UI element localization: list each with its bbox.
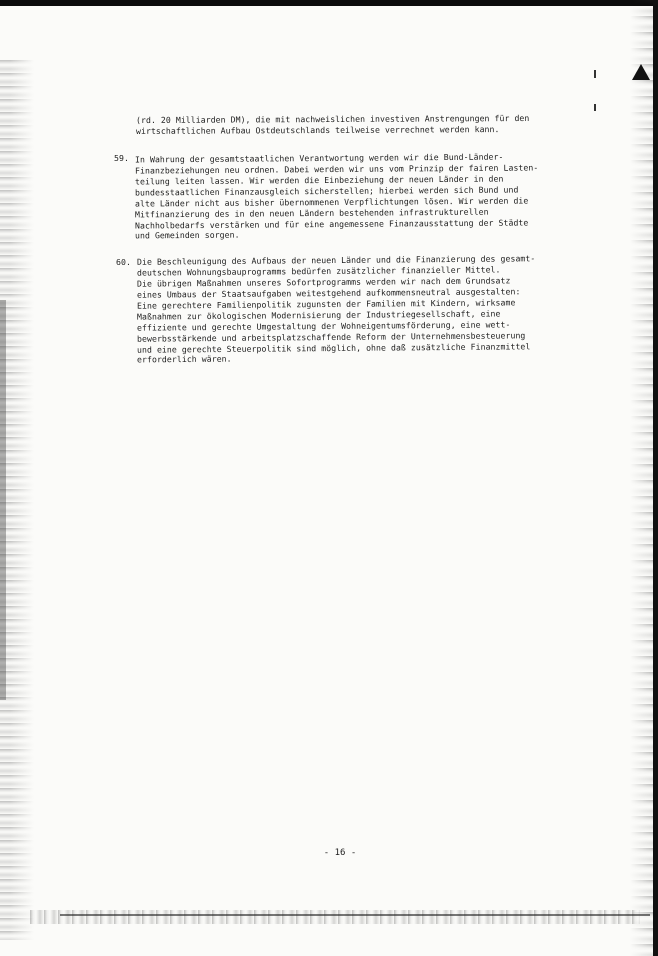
- text-line: alte Länder nicht aus bisher übernommenen Verpflichtungen lösen. Wir werden die: [134, 195, 529, 209]
- text-line: und eine gerechte Steuerpolitik sind möglich, ohne daß zusätzliche Finanzmittel: [136, 341, 531, 355]
- text-line: Die übrigen Maßnahmen unseres Sofortprogramms werden wir nach dem Grundsatz: [136, 275, 511, 289]
- text-line: Maßnahmen zur ökologischen Modernisierung der Industriegesellschaft, eine: [136, 308, 501, 322]
- text-line: Die Beschleunigung des Aufbaus der neuen Länder und die Finanzierung des gesamt-: [136, 253, 536, 267]
- text-line: und Gemeinden sorgen.: [134, 229, 240, 241]
- page-number: - 16 -: [323, 848, 357, 858]
- text-line: bewerbsstärkende und arbeitsplatzschaffende Reform der Unternehmensbesteuerung: [136, 330, 526, 344]
- text-line: teilung leiten lassen. Wir werden die Einbeziehung der neuen Länder in den: [134, 173, 504, 187]
- section-number: 59.: [114, 153, 129, 163]
- text-line: Finanzbeziehungen neu ordnen. Dabei werden wir uns vom Prinzip der fairen Lasten-: [134, 162, 539, 176]
- text-line: deutschen Wohnungsbauprogramms bedürfen zusätzlicher finanzieller Mittel.: [136, 264, 501, 278]
- text-line: Mitfinanzierung des in den neuen Ländern bestehenden infrastrukturellen: [134, 206, 489, 220]
- text-line: In Wahrung der gesamtstaatlichen Verantwortung werden wir die Bund-Länder-: [134, 151, 504, 165]
- text-line: bundesstaatlichen Finanzausgleich sicherstellen; hierbei werden sich Bund und: [134, 184, 519, 198]
- text-line: eines Umbaus der Staatsaufgaben weitestgehend aufkommensneutral ausgestalten:: [136, 286, 521, 300]
- text-line: wirtschaftlichen Aufbau Ostdeutschlands teilweise verrechnet werden kann.: [135, 124, 500, 136]
- text-line: effiziente und gerechte Umgestaltung der Wohneigentumsförderung, eine wett-: [136, 319, 511, 333]
- section-number: 60.: [116, 257, 131, 267]
- text-line: Nachholbedarfs verstärken und für eine angemessene Finanzausstattung der Städte: [134, 217, 529, 231]
- text-line: (rd. 20 Milliarden DM), die mit nachweislichen investiven Anstrengungen für den: [135, 112, 530, 126]
- text-line: erforderlich wären.: [136, 353, 232, 365]
- text-line: Eine gerechtere Familienpolitik zugunsten der Familien mit Kindern, wirksame: [136, 297, 516, 311]
- page-number-footer: [0, 848, 658, 858]
